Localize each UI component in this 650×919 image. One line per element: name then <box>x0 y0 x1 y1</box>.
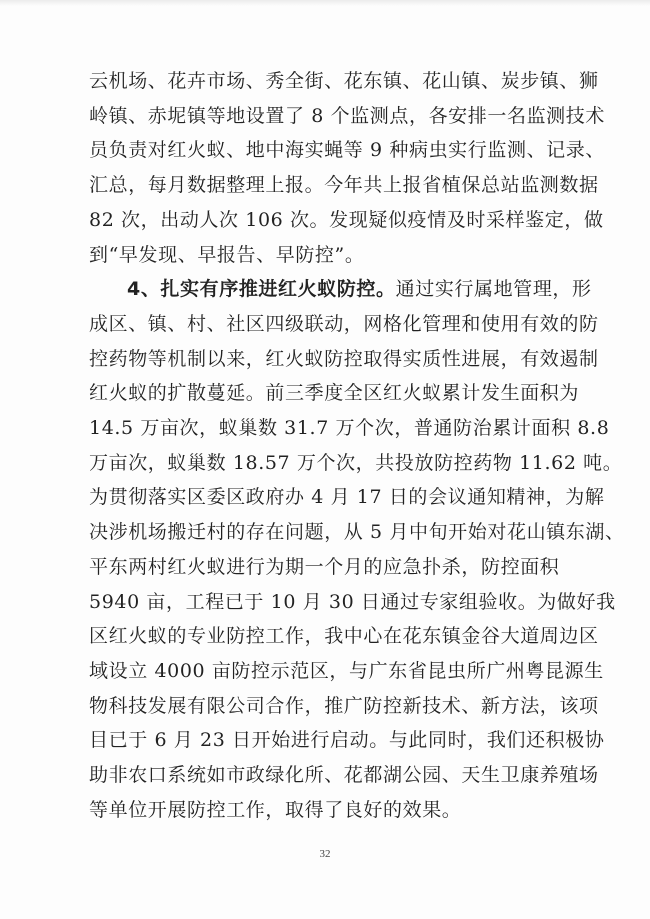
text-line: 14.5 万亩次，蚁巢数 31.7 万个次，普通防治累计面积 8.8 <box>89 417 610 440</box>
text-line: 汇总，每月数据整理上报。今年共上报省植保总站监测数据 <box>89 174 599 197</box>
text-line: 红火蚁的扩散蔓延。前三季度全区红火蚁累计发生面积为 <box>89 382 580 405</box>
text-line: 云机场、花卉市场、秀全街、花东镇、花山镇、炭步镇、狮 <box>89 70 599 92</box>
text-line: 岭镇、赤坭镇等地设置了 8 个监测点，各安排一名监测技术 <box>89 104 605 127</box>
text-line: 82 次，出动人次 106 次。发现疑似疫情及时采样鉴定，做 <box>89 208 604 231</box>
document-body <box>89 64 625 827</box>
text-line: 为贯彻落实区委区政府办 4 月 17 日的会议通知精神，为解 <box>89 486 605 509</box>
paragraph-fire-ant-control <box>89 272 625 827</box>
text-line-first <box>89 272 592 307</box>
text-line: 物科技发展有限公司合作，推广防控新技术、新方法，该项 <box>89 694 599 717</box>
text-line: 员负责对红火蚁、地中海实蝇等 9 种病虫实行监测、记录、 <box>89 139 605 162</box>
scan-top-edge <box>0 0 650 6</box>
text-line: 万亩次，蚁巢数 18.57 万个次，共投放防控药物 11.62 吨。 <box>89 451 623 474</box>
text-line: 决涉机场搬迁村的存在问题，从 5 月中旬开始对花山镇东湖、 <box>89 521 625 544</box>
paragraph-monitoring <box>89 64 605 272</box>
heading-continuation: 通过实行属地管理，形 <box>395 278 592 301</box>
section-heading: 4、扎实有序推进红火蚁防控。 <box>127 278 396 301</box>
text-line: 控药物等机制以来，红火蚁防控取得实质性进展，有效遏制 <box>89 347 599 370</box>
text-line: 等单位开展防控工作，取得了良好的效果。 <box>89 798 462 821</box>
text-line: 成区、镇、村、社区四级联动，网格化管理和使用有效的防 <box>89 312 599 335</box>
text-line: 域设立 4000 亩防控示范区，与广东省昆虫所广州粤昆源生 <box>89 659 604 682</box>
page-number: 32 <box>319 848 331 860</box>
text-line: 到“早发现、早报告、早防控”。 <box>89 243 365 266</box>
text-line: 平东两村红火蚁进行为期一个月的应急扑杀，防控面积 <box>89 555 560 578</box>
text-line: 5940 亩，工程已于 10 月 30 日通过专家组验收。为做好我 <box>89 590 616 613</box>
text-line: 目已于 6 月 23 日开始进行启动。与此同时，我们还积极协 <box>89 729 605 752</box>
text-line: 区红火蚁的专业防控工作，我中心在花东镇金谷大道周边区 <box>89 625 599 648</box>
text-line: 助非农口系统如市政绿化所、花都湖公园、天生卫康养殖场 <box>89 764 599 787</box>
